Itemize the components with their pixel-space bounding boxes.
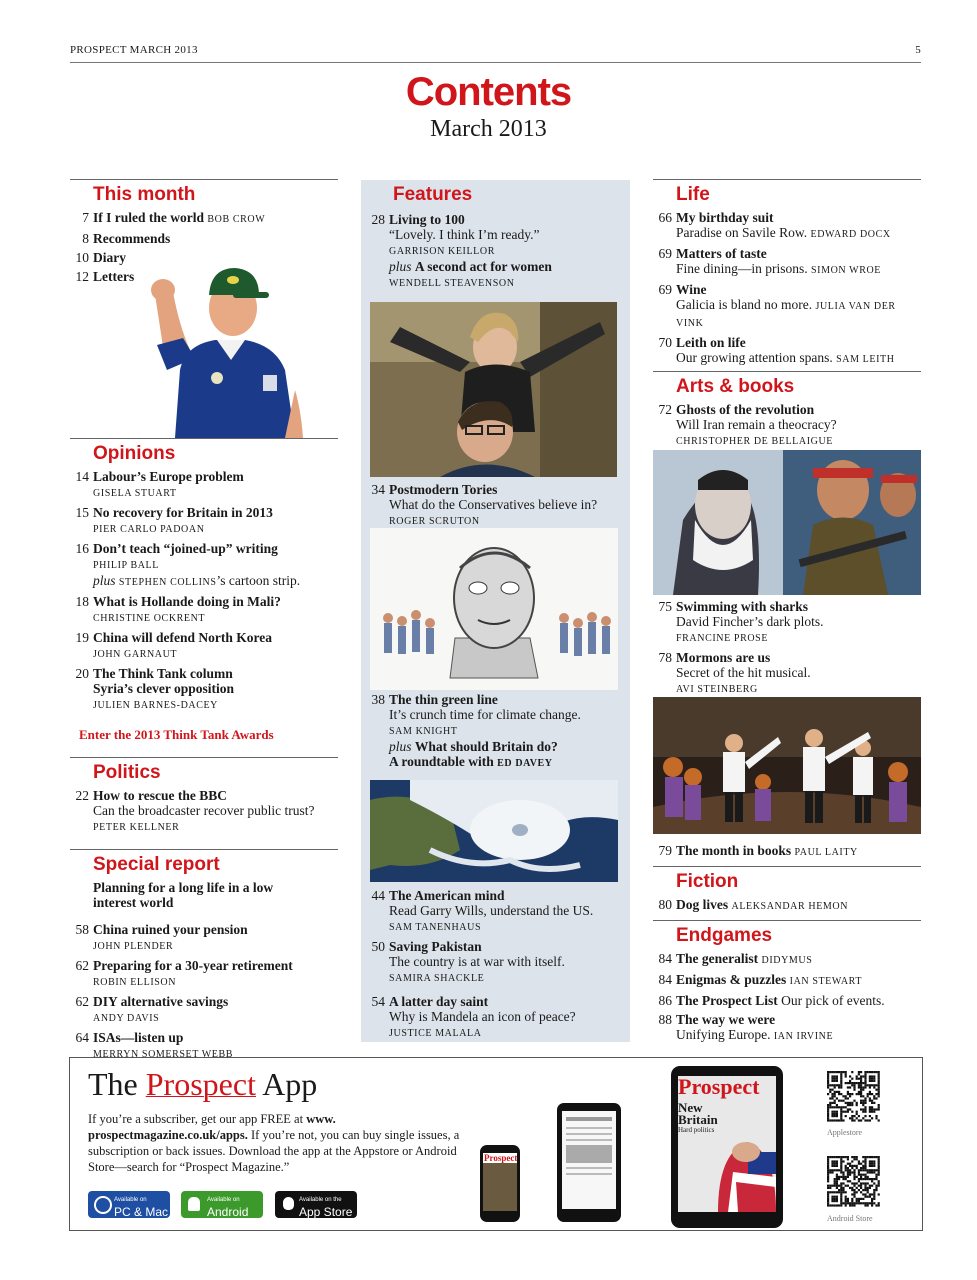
list-item[interactable] xyxy=(653,843,921,860)
divider xyxy=(653,866,921,867)
article-desc: Paradise on Savile Row. xyxy=(676,225,808,240)
article-desc: Galicia is bland no more. xyxy=(676,297,813,312)
badge-text: Available on Android xyxy=(207,1197,249,1219)
feature-photo-hurricane xyxy=(370,780,618,882)
divider xyxy=(70,757,338,758)
man-illustration xyxy=(145,250,305,438)
opinions-section xyxy=(70,438,338,1066)
page-ref: 15 xyxy=(75,505,89,520)
app-promo-box xyxy=(69,1057,923,1231)
page-ref: 80 xyxy=(658,897,672,912)
article-title: The American mind xyxy=(389,888,505,903)
tablet-cover-line: Britain xyxy=(678,1112,718,1127)
app-url-link[interactable]: www. prospectmagazine.co.uk/apps. xyxy=(88,1112,336,1142)
android-badge[interactable] xyxy=(181,1191,263,1218)
article-author: PAUL LAITY xyxy=(794,847,858,858)
mural-illustration xyxy=(653,450,921,595)
article-desc: Our pick of events. xyxy=(781,993,885,1008)
list-item[interactable] xyxy=(653,897,921,914)
article-author: JOHN GARNAUT xyxy=(93,649,178,660)
qr-label-android: Android Store xyxy=(827,1214,873,1223)
app-text-intro: If you’re a subscriber, get our app FREE at xyxy=(88,1112,307,1126)
article-title: If I ruled the world xyxy=(93,210,204,225)
father-child-photo xyxy=(370,302,617,477)
badge-text: Available on PC & Mac xyxy=(114,1197,169,1219)
list-item[interactable] xyxy=(653,282,921,331)
arts-continued xyxy=(653,599,921,701)
page-ref: 14 xyxy=(75,469,89,484)
small-tablet-device xyxy=(557,1103,621,1222)
page-ref: 44 xyxy=(371,888,385,903)
article-author: SAMIRA SHACKLE xyxy=(389,973,485,984)
list-item[interactable] xyxy=(70,788,338,835)
arts-photo-iran-mural xyxy=(653,450,921,595)
article-title: Matters of taste xyxy=(676,246,767,261)
android-icon xyxy=(188,1197,200,1211)
article-desc: Fine dining—in prisons. xyxy=(676,261,808,276)
article-author: SAM LEITH xyxy=(836,354,895,365)
list-item[interactable] xyxy=(653,402,921,449)
list-item[interactable] xyxy=(653,972,921,989)
divider xyxy=(70,849,338,850)
page-subtitle: March 2013 xyxy=(430,116,547,142)
article-author: ANDY DAVIS xyxy=(93,1013,160,1024)
article-title: Saving Pakistan xyxy=(389,939,482,954)
list-item[interactable] xyxy=(366,994,626,1041)
list-item[interactable] xyxy=(653,993,921,1008)
page-ref: 78 xyxy=(658,650,672,665)
apple-icon xyxy=(283,1197,294,1210)
page-ref: 88 xyxy=(658,1012,672,1027)
article-title: Don’t teach “joined-up” writing xyxy=(93,541,278,556)
article-desc: Why is Mandela an icon of peace? xyxy=(389,1009,576,1024)
plus-title-2: A roundtable with xyxy=(389,754,494,769)
section-life: Life xyxy=(676,184,710,205)
feature-photo-living-to-100 xyxy=(370,302,617,477)
article-author: MERRYN SOMERSET WEBB xyxy=(93,1049,233,1060)
article-author: PIER CARLO PADOAN xyxy=(93,524,205,535)
article-title: What is Hollande doing in Mali? xyxy=(93,594,281,609)
article-author: BOB CROW xyxy=(207,214,266,225)
article-author: PETER KELLNER xyxy=(93,822,180,833)
article-title: DIY alternative savings xyxy=(93,994,229,1009)
page-ref: 18 xyxy=(75,594,89,609)
page-ref: 7 xyxy=(82,210,89,225)
page-ref: 54 xyxy=(371,994,385,1009)
article-title: Mormons are us xyxy=(676,650,771,665)
app-title-the: The xyxy=(88,1066,138,1102)
article-author: SIMON WROE xyxy=(811,265,881,276)
applestore-qr-code[interactable] xyxy=(827,1071,881,1123)
flag-face-illustration xyxy=(678,1132,776,1212)
page-ref: 75 xyxy=(658,599,672,614)
page-ref: 34 xyxy=(371,482,385,497)
page-ref: 10 xyxy=(75,250,89,265)
article-title: The thin green line xyxy=(389,692,498,707)
intro-line: interest world xyxy=(93,895,174,910)
qr-label-applestore: Applestore xyxy=(827,1128,863,1137)
plus-author: ED DAVEY xyxy=(497,758,553,769)
special-report-list xyxy=(70,922,338,1062)
article-author: CHRISTINE OCKRENT xyxy=(93,613,206,624)
article-title: The way we were xyxy=(676,1012,776,1027)
list-item[interactable] xyxy=(70,231,338,246)
article-author: JOHN PLENDER xyxy=(93,941,174,952)
article-author: ALEKSANDAR HEMON xyxy=(731,901,849,912)
article-author: ROGER SCRUTON xyxy=(389,516,480,527)
section-special-report: Special report xyxy=(93,854,220,875)
article-desc: The country is at war with itself. xyxy=(389,954,565,969)
page-number: 5 xyxy=(915,44,921,56)
article-title: ISAs—listen up xyxy=(93,1030,184,1045)
app-text-body: If you’re not, you can buy single issues, a subscription or back issues. Download the app at the Appstore or Android Store—search for “Prospect Magazine.” xyxy=(88,1128,460,1174)
page-ref: 28 xyxy=(371,212,385,227)
article-author: SAM TANENHAUS xyxy=(389,922,482,933)
app-title xyxy=(88,1066,317,1103)
qr-icon xyxy=(827,1071,881,1123)
article-title-2: Syria’s clever opposition xyxy=(93,681,234,696)
features-panel xyxy=(361,180,630,1042)
phone-screen xyxy=(483,1153,517,1211)
special-report-intro xyxy=(70,880,338,910)
page-ref: 8 xyxy=(82,231,89,246)
article-title: Recommends xyxy=(93,231,171,246)
page-ref: 72 xyxy=(658,402,672,417)
tablet-cover-line: Hard politics xyxy=(678,1126,715,1134)
page-ref: 79 xyxy=(658,843,672,858)
list-item[interactable] xyxy=(70,958,338,990)
page-title: Contents xyxy=(405,70,572,114)
feature-cartoon-tories xyxy=(370,528,618,690)
page-ref: 12 xyxy=(75,269,89,284)
list-item[interactable] xyxy=(653,335,921,367)
list-item[interactable] xyxy=(70,630,338,662)
section-fiction: Fiction xyxy=(676,871,739,892)
tablet-cover-line: New xyxy=(678,1100,703,1115)
publication-date: PROSPECT MARCH 2013 xyxy=(70,44,198,56)
article-author: FRANCINE PROSE xyxy=(676,633,769,644)
divider xyxy=(70,179,338,180)
page-ref: 58 xyxy=(75,922,89,937)
list-item[interactable] xyxy=(70,505,338,537)
list-item[interactable] xyxy=(70,922,338,954)
plus-author: WENDELL STEAVENSON xyxy=(389,278,515,289)
list-item[interactable] xyxy=(366,939,626,986)
list-item[interactable] xyxy=(366,482,626,529)
article-title: The month in books xyxy=(676,843,792,858)
article-title: The Prospect List xyxy=(676,993,778,1008)
page-ref: 22 xyxy=(75,788,89,803)
list-item[interactable] xyxy=(653,650,921,697)
list-item[interactable] xyxy=(70,994,338,1026)
article-author: GARRISON KEILLOR xyxy=(389,246,495,257)
endgames-list xyxy=(653,951,921,1044)
prospect-logo: Prospect xyxy=(145,1066,256,1102)
article-author: EDWARD DOCX xyxy=(810,229,891,240)
article-title: Labour’s Europe problem xyxy=(93,469,244,484)
list-item[interactable] xyxy=(70,594,338,626)
article-title: Letters xyxy=(93,269,135,284)
page-ref: 86 xyxy=(658,993,672,1008)
section-this-month: This month xyxy=(93,184,196,205)
divider xyxy=(653,920,921,921)
article-author: DIDYMUS xyxy=(761,955,813,966)
tablet-masthead: Prospect xyxy=(678,1076,760,1099)
phone-masthead: Prospect xyxy=(484,1153,517,1163)
android-qr-code[interactable] xyxy=(827,1156,881,1208)
plus-rest: ’s cartoon strip. xyxy=(216,573,301,588)
article-title: Preparing for a 30-year retirement xyxy=(93,958,293,973)
list-item[interactable] xyxy=(70,541,338,590)
article-title: The generalist xyxy=(676,951,759,966)
page-ref: 38 xyxy=(371,692,385,707)
page-ref: 84 xyxy=(658,972,672,987)
list-item[interactable] xyxy=(653,951,921,968)
divider xyxy=(653,179,921,180)
article-desc: Can the broadcaster recover public trust? xyxy=(93,803,315,818)
article-title: A latter day saint xyxy=(389,994,489,1009)
article-author: IAN STEWART xyxy=(789,976,863,987)
running-head xyxy=(70,44,921,63)
list-item[interactable] xyxy=(653,599,921,646)
article-title: Living to 100 xyxy=(389,212,465,227)
article-title: No recovery for Britain in 2013 xyxy=(93,505,273,520)
article-desc: Read Garry Wills, understand the US. xyxy=(389,903,594,918)
plus-word: plus xyxy=(389,739,412,754)
article-author: CHRISTOPHER DE BELLAIGUE xyxy=(676,436,833,447)
list-item[interactable] xyxy=(366,888,626,935)
page-ref: 16 xyxy=(75,541,89,556)
list-item[interactable] xyxy=(70,469,338,501)
article-author: JULIEN BARNES-DACEY xyxy=(93,700,219,711)
section-arts-books: Arts & books xyxy=(676,376,795,397)
article-author: JULIA VAN DER VINK xyxy=(676,301,896,329)
list-item[interactable] xyxy=(653,210,921,242)
article-desc: Our growing attention spans. xyxy=(676,350,833,365)
article-title: The Think Tank column xyxy=(93,666,233,681)
large-tablet-device xyxy=(671,1066,783,1228)
page-ref: 50 xyxy=(371,939,385,954)
article-title: Diary xyxy=(93,250,126,265)
plus-title: A second act for women xyxy=(414,259,552,274)
article-title: My birthday suit xyxy=(676,210,774,225)
right-lower xyxy=(653,843,921,1048)
app-store-badge[interactable] xyxy=(275,1191,357,1218)
article-title: Dog lives xyxy=(676,897,729,912)
list-item[interactable] xyxy=(366,692,626,771)
satellite-image xyxy=(370,780,618,882)
list-item[interactable] xyxy=(70,210,338,227)
cartoon-illustration xyxy=(370,528,618,690)
article-author: PHILIP BALL xyxy=(93,560,159,571)
pc-mac-badge[interactable] xyxy=(88,1191,170,1218)
article-title: Ghosts of the revolution xyxy=(676,402,815,417)
article-author: IAN IRVINE xyxy=(773,1031,834,1042)
stage-photo xyxy=(653,697,921,834)
list-item[interactable] xyxy=(70,666,338,713)
qr-icon xyxy=(827,1156,881,1208)
article-author: GISELA STUART xyxy=(93,488,177,499)
article-author: JUSTICE MALALA xyxy=(389,1028,482,1039)
article-desc: Secret of the hit musical. xyxy=(676,665,811,680)
article-author: AVI STEINBERG xyxy=(676,684,758,695)
article-title: Swimming with sharks xyxy=(676,599,809,614)
life-list xyxy=(653,210,921,367)
page-ref: 69 xyxy=(658,282,672,297)
article-desc: It’s crunch time for climate change. xyxy=(389,707,581,722)
right-column xyxy=(653,179,921,453)
page-ref: 64 xyxy=(75,1030,89,1045)
article-author: SAM KNIGHT xyxy=(389,726,458,737)
page-ref: 62 xyxy=(75,958,89,973)
opinions-list xyxy=(70,469,338,713)
pc-icon xyxy=(94,1196,112,1214)
article-desc: What do the Conservatives believe in? xyxy=(389,497,598,512)
list-item[interactable] xyxy=(653,246,921,278)
article-title: Wine xyxy=(676,282,707,297)
article-desc: “Lovely. I think I’m ready.” xyxy=(389,227,540,242)
article-title: China will defend North Korea xyxy=(93,630,273,645)
section-opinions: Opinions xyxy=(93,443,176,464)
section-features: Features xyxy=(393,184,473,205)
phone-device xyxy=(480,1145,520,1222)
divider xyxy=(70,438,338,439)
article-desc: Unifying Europe. xyxy=(676,1027,771,1042)
article-title: China ruined your pension xyxy=(93,922,248,937)
section-endgames: Endgames xyxy=(676,925,773,946)
divider xyxy=(653,371,921,372)
app-title-app: App xyxy=(262,1066,318,1102)
think-tank-awards-link[interactable]: Enter the 2013 Think Tank Awards xyxy=(79,727,274,742)
list-item[interactable] xyxy=(653,1012,921,1044)
list-item[interactable] xyxy=(366,212,626,291)
badge-text: Available on the App Store xyxy=(299,1197,353,1219)
page-ref: 84 xyxy=(658,951,672,966)
article-title: Leith on life xyxy=(676,335,746,350)
app-description xyxy=(88,1111,463,1175)
plus-author: STEPHEN COLLINS xyxy=(118,577,217,588)
page-ref: 19 xyxy=(75,630,89,645)
plus-word: plus xyxy=(93,573,116,588)
page-ref: 70 xyxy=(658,335,672,350)
page-ref: 69 xyxy=(658,246,672,261)
article-title: Enigmas & puzzles xyxy=(676,972,787,987)
page-ref: 20 xyxy=(75,666,89,681)
article-title: How to rescue the BBC xyxy=(93,788,227,803)
tablet-screen-text xyxy=(562,1111,616,1209)
article-title: Postmodern Tories xyxy=(389,482,498,497)
plus-word: plus xyxy=(389,259,412,274)
article-desc: David Fincher’s dark plots. xyxy=(676,614,824,629)
article-desc: Will Iran remain a theocracy? xyxy=(676,417,837,432)
plus-title: What should Britain do? xyxy=(414,739,558,754)
page-ref: 62 xyxy=(75,994,89,1009)
page-ref: 66 xyxy=(658,210,672,225)
arts-photo-musical xyxy=(653,697,921,834)
article-author: ROBIN ELLISON xyxy=(93,977,177,988)
bob-crow-photo xyxy=(145,250,305,438)
tablet-cover xyxy=(678,1076,776,1212)
intro-line: Planning for a long life in a low xyxy=(93,880,274,895)
section-politics: Politics xyxy=(93,762,161,783)
